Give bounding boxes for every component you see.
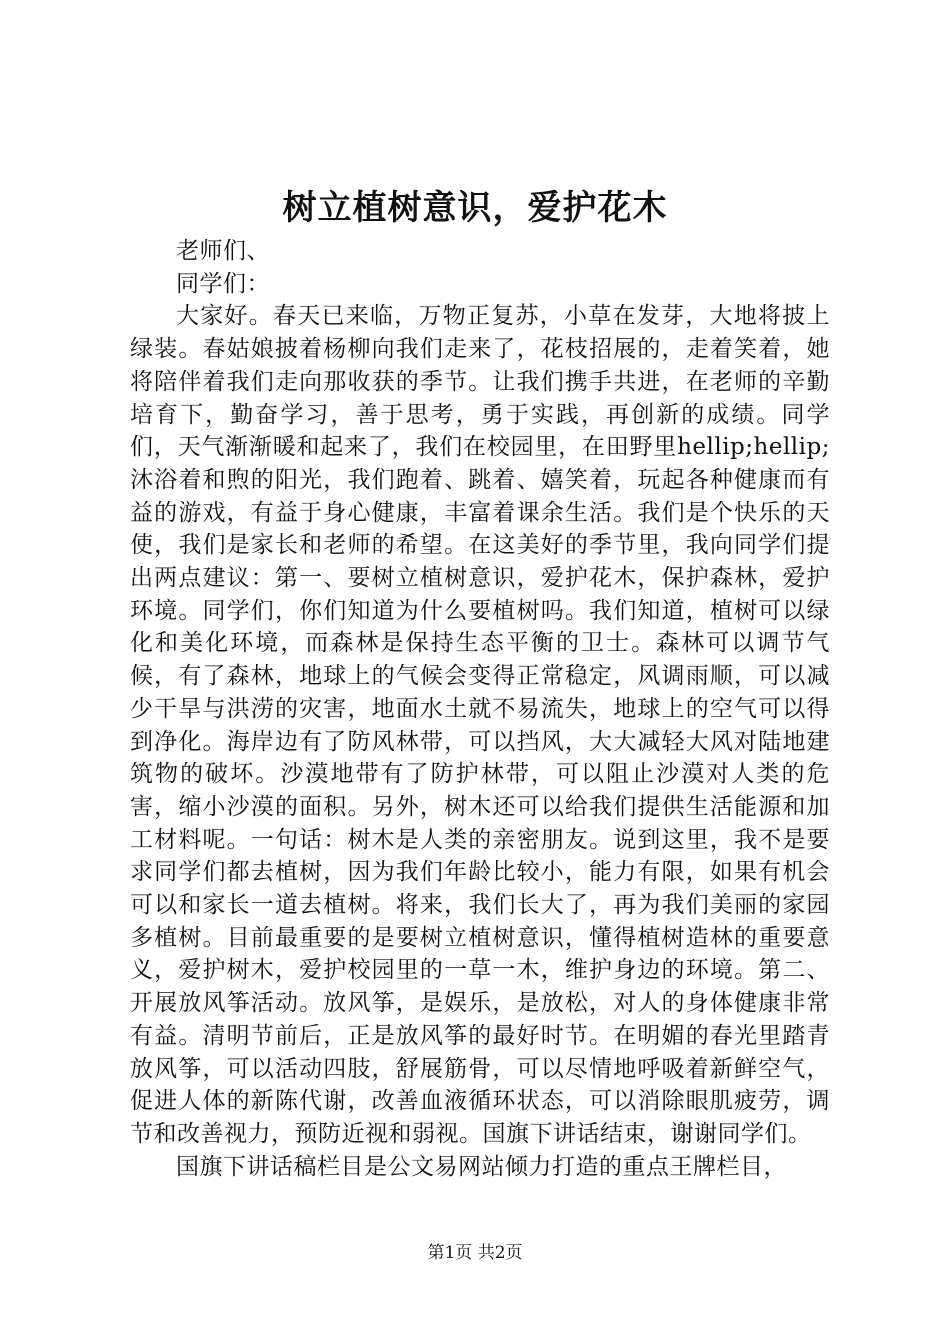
salutation-students: 同学们： [176, 270, 270, 297]
page-footer: 第1页 共2页 [427, 1243, 523, 1263]
document-title: 树立植树意识，爱护花木 [282, 188, 668, 228]
column-note-paragraph: 国旗下讲话稿栏目是公文易网站倾力打造的重点王牌栏目， [176, 1153, 787, 1180]
speech-paragraph: 大家好。春天已来临，万物正复苏，小草在发芽，大地将披上绿装。春姑娘披着杨柳向我们走来了，花枝招展的，走着笑着，她将陪伴着我们走向那收获的季节。让我们携手共进，在老师的辛勤培育下，勤奋学习，善于思考，勇于实践，再创新的成绩。同学们，天气渐渐暖和起来了，我们在校园里，在田野里hellip;hellip;沐浴着和煦的阳光，我们跑着、跳着、嬉笑着，玩起各种健康而有益的游戏，有益于身心健康，丰富着课余生活。我们是个快乐的天使，我们是家长和老师的希望。在这美好的季节里，我向同学们提出两点建议：第一、要树立植树意识，爱护花木，保护森林，爱护环境。同学们，你们知道为什么要植树吗。我们知道，植树可以绿化和美化环境，而森林是保持生态平衡的卫士。森林可以调节气候，有了森林，地球上的气候会变得正常稳定，风调雨顺，可以减少干旱与洪涝的灾害，地面水土就不易流失，地球上的空气可以得到净化。海岸边有了防风林带，可以挡风，大大减轻大风对陆地建筑物的破坏。沙漠地带有了防护林带，可以阻止沙漠对人类的危害，缩小沙漠的面积。另外，树木还可以给我们提供生活能源和加工材料呢。一句话：树木是人类的亲密朋友。说到这里，我不是要求同学们都去植树，因为我们年龄比较小，能力有限，如果有机会可以和家长一道去植树。将来，我们长大了，再为我们美丽的家园多植树。目前最重要的是要树立植树意识，懂得植树造林的重要意义，爱护树木，爱护校园里的一草一木，维护身边的环境。第二、开展放风筝活动。放风筝，是娱乐，是放松，对人的身体健康非常有益。清明节前后，正是放风筝的最好时节。在明媚的春光里踏青放风筝，可以活动四肢，舒展筋骨，可以尽情地呼吸着新鲜空气，促进人体的新陈代谢，改善血液循环状态，可以消除眼肌疲劳，调节和改善视力，预防近视和弱视。国旗下讲话结束，谢谢同学们。 [130, 303, 830, 1147]
salutation-teachers: 老师们、 [176, 238, 270, 264]
document-body [130, 235, 830, 1183]
